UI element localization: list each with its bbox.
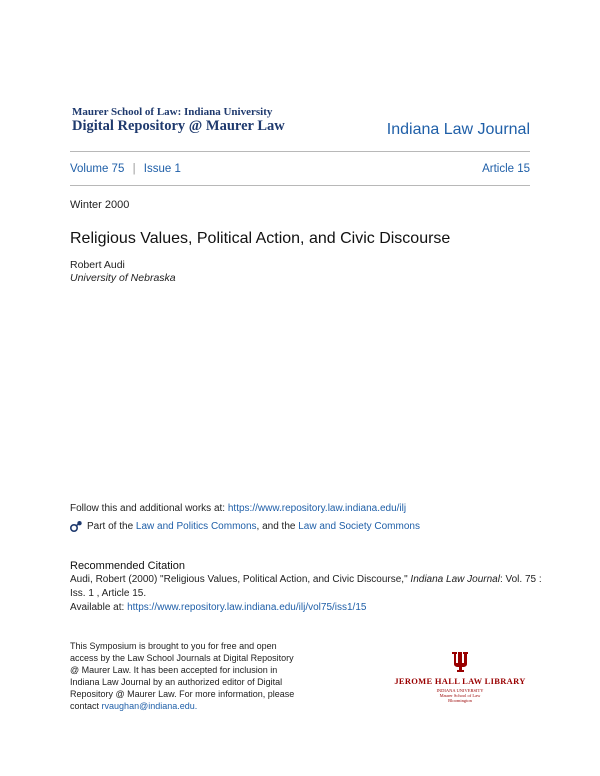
author-affiliation: University of Nebraska [70, 272, 176, 284]
commons-middle: , and the [256, 521, 296, 532]
follow-text: Follow this and additional works at: [70, 503, 226, 514]
contact-email-link[interactable]: rvaughan@indiana.edu. [101, 701, 198, 711]
available-label: Available at: [70, 602, 125, 613]
library-logo [385, 651, 535, 703]
notice-line: access by the Law School Journals at Digital Repository [70, 653, 294, 663]
notice-line: Indiana Law Journal by an authorized editor of Digital [70, 677, 283, 687]
iu-trident-icon [451, 651, 469, 673]
article-title: Religious Values, Political Action, and Civic Discourse [70, 230, 451, 247]
citation-available [70, 602, 366, 613]
library-sub2: Maurer School of Law [439, 693, 481, 698]
follow-url-link[interactable]: https://www.repository.law.indiana.edu/ilj [227, 503, 407, 514]
notice-line: @ Maurer Law. It has been accepted for inclusion in [70, 665, 278, 675]
issue-link[interactable]: Issue 1 [143, 163, 181, 175]
law-politics-commons-link[interactable]: Law and Politics Commons [135, 521, 257, 532]
notice-line: Repository @ Maurer Law. For more information, please [70, 689, 295, 699]
citation-line1 [70, 574, 542, 585]
network-icon [70, 520, 83, 533]
journal-name[interactable]: Indiana Law Journal [386, 121, 530, 138]
citation-heading: Recommended Citation [70, 560, 185, 572]
citation-text-end: : Vol. 75 : [499, 574, 542, 585]
publication-date: Winter 2000 [70, 199, 130, 211]
library-sub3: Bloomington [448, 698, 472, 703]
law-society-commons-link[interactable]: Law and Society Commons [298, 521, 420, 532]
commons-line [70, 520, 420, 533]
citation-text-start: Audi, Robert (2000) "Religious Values, Political Action, and Civic Discourse," [70, 574, 408, 585]
repository-name[interactable]: Digital Repository @ Maurer Law [72, 118, 285, 134]
header-rule-bottom [70, 185, 530, 186]
article-link[interactable]: Article 15 [482, 163, 530, 175]
commons-prefix: Part of the [87, 521, 134, 532]
available-url-link[interactable]: https://www.repository.law.indiana.edu/ilj/vol75/iss1/15 [127, 602, 367, 613]
notice-line: This Symposium is brought to you for free and open [70, 641, 277, 651]
author-name: Robert Audi [70, 259, 125, 271]
library-name: JEROME HALL LAW LIBRARY [394, 676, 526, 686]
library-sub: INDIANA UNIVERSITY [436, 688, 484, 693]
citation-journal: Indiana Law Journal [410, 574, 500, 585]
follow-line [70, 503, 406, 514]
citation-line2: Iss. 1 , Article 15. [70, 588, 147, 599]
header-rule-top [70, 151, 530, 152]
volume-link[interactable]: Volume 75 [70, 163, 125, 175]
school-name: Maurer School of Law: Indiana University [72, 106, 273, 118]
notice-contact [70, 700, 294, 712]
issue-bar [70, 163, 181, 175]
access-notice [70, 640, 294, 712]
issue-separator: | [132, 163, 136, 175]
contact-label: contact [70, 701, 100, 711]
